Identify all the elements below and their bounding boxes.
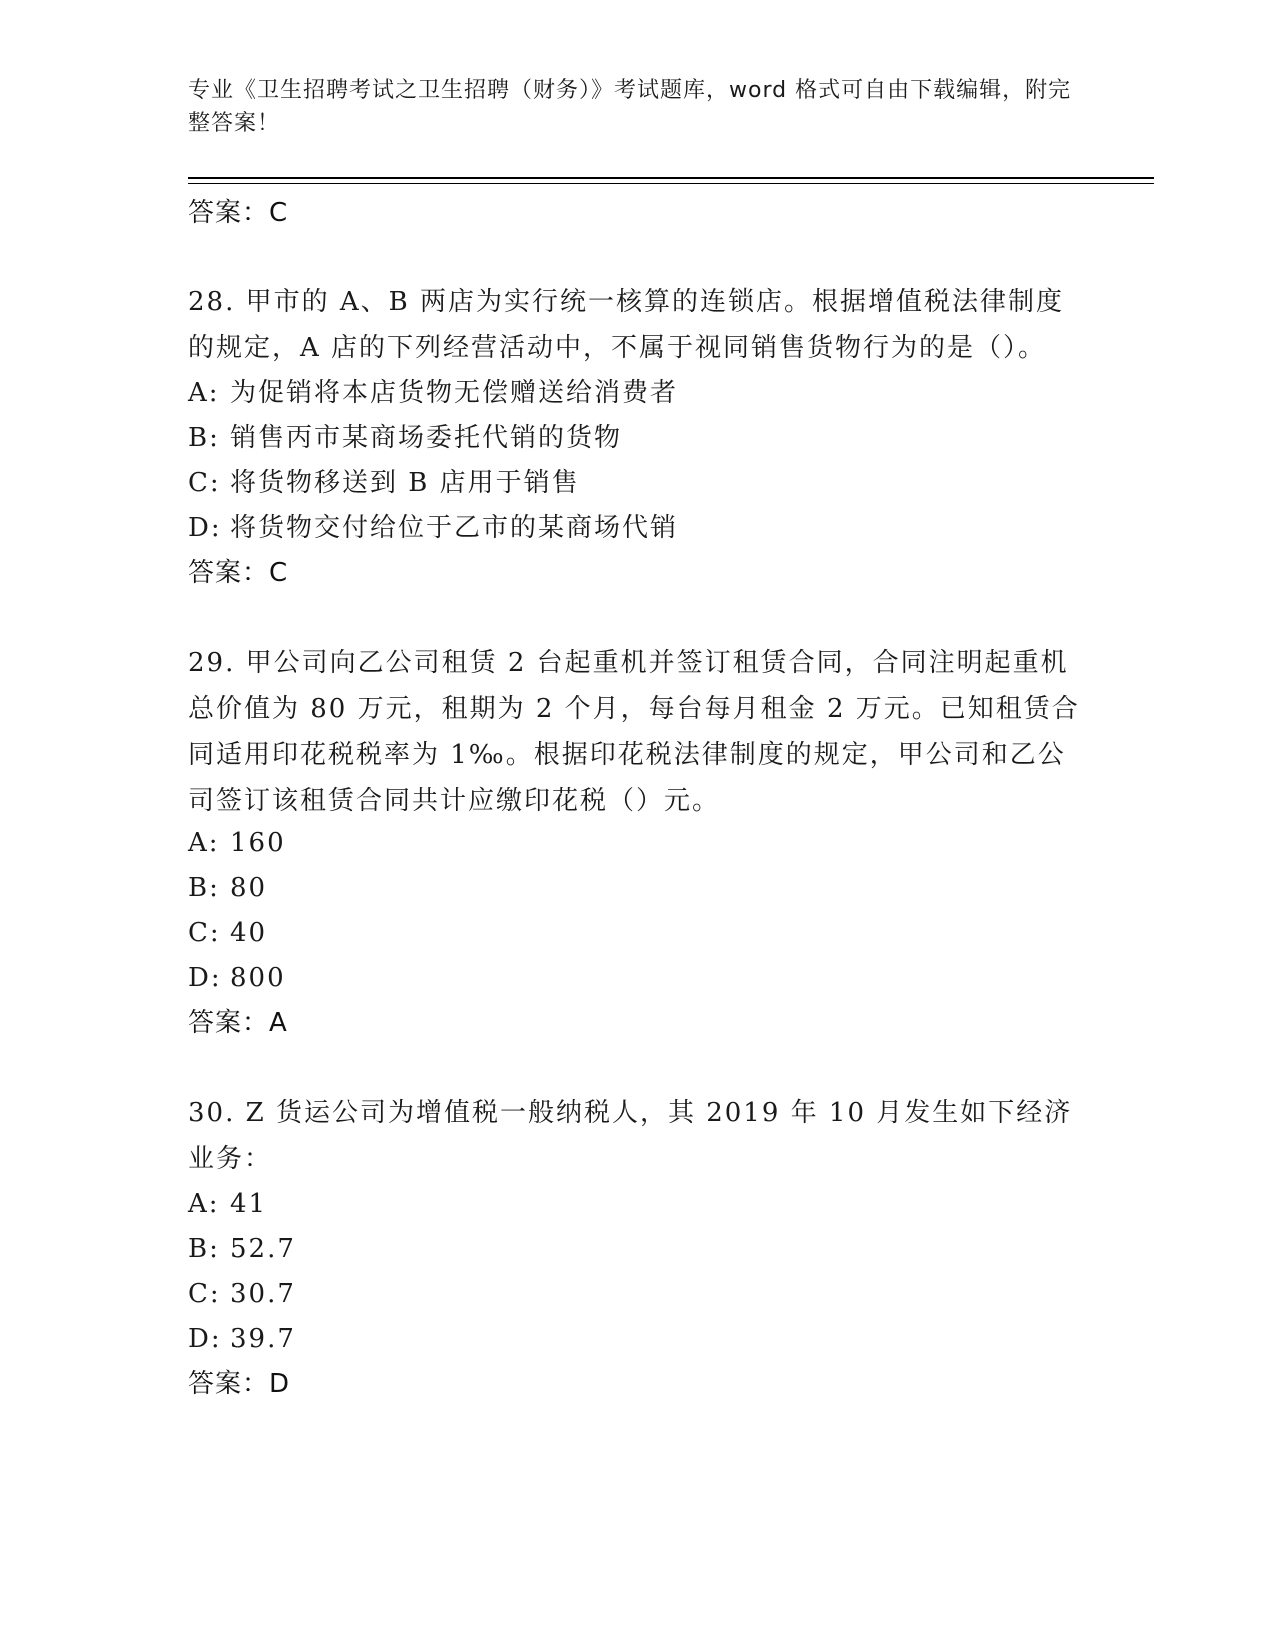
- option-text: 销售丙市某商场委托代销的货物: [230, 423, 623, 453]
- option-text: 将货物交付给位于乙市的某商场代销: [230, 513, 679, 543]
- question-30-option-a: [188, 1187, 267, 1221]
- question-30-answer: 答案：D: [188, 1369, 291, 1399]
- option-key: A:: [188, 378, 220, 408]
- answer-prev: 答案：C: [188, 198, 289, 228]
- question-29-option-c: [188, 916, 267, 950]
- option-text: 将货物移送到 B 店用于销售: [230, 468, 580, 498]
- document-header: 专业《卫生招聘考试之卫生招聘（财务）》考试题库，word 格式可自由下载编辑，附完整答案！: [188, 78, 1072, 136]
- question-28-answer: 答案：C: [188, 558, 289, 588]
- option-text: 80: [230, 873, 268, 903]
- question-28-option-c: [188, 466, 580, 500]
- question-28-stem: 28. 甲市的 A、B 两店为实行统一核算的连锁店。根据增值税法律制度的规定，A 店的下列经营活动中，不属于视同销售货物行为的是（）。: [188, 287, 1065, 363]
- header-rule-thin: [188, 183, 1154, 184]
- question-30-option-d: [188, 1322, 296, 1356]
- question-29-answer: 答案：A: [188, 1008, 288, 1038]
- option-key: A:: [188, 1189, 220, 1219]
- question-28-option-a: [188, 376, 678, 410]
- question-28-option-b: [188, 421, 622, 455]
- option-key: C:: [188, 918, 221, 948]
- question-29-stem: 29. 甲公司向乙公司租赁 2 台起重机并签订租赁合同，合同注明起重机总价值为 80 万元，租期为 2 个月，每台每月租金 2 万元。已知租赁合同适用印花税税率为 1‰。根据印花税法律制度的规定，甲公司和乙公司签订该租赁合同共计应缴印花税（）元。: [188, 648, 1080, 816]
- option-text: 800: [230, 963, 286, 993]
- option-key: B:: [188, 873, 220, 903]
- question-30-option-c: [188, 1277, 296, 1311]
- option-text: 为促销将本店货物无偿赠送给消费者: [230, 378, 679, 408]
- option-key: C:: [188, 1279, 221, 1309]
- option-text: 160: [230, 828, 286, 858]
- option-text: 41: [230, 1189, 268, 1219]
- header-rule: [188, 177, 1154, 179]
- option-key: D:: [188, 513, 222, 543]
- option-key: B:: [188, 423, 220, 453]
- question-28-option-d: [188, 511, 678, 545]
- option-text: 52.7: [230, 1234, 296, 1264]
- option-text: 30.7: [230, 1279, 296, 1309]
- option-key: D:: [188, 1324, 222, 1354]
- question-29-option-a: [188, 826, 286, 860]
- option-text: 39.7: [230, 1324, 296, 1354]
- question-29-option-b: [188, 871, 267, 905]
- option-text: 40: [230, 918, 268, 948]
- question-30-stem: 30. Z 货运公司为增值税一般纳税人，其 2019 年 10 月发生如下经济业务：: [188, 1098, 1073, 1174]
- option-key: B:: [188, 1234, 220, 1264]
- option-key: C:: [188, 468, 221, 498]
- option-key: D:: [188, 963, 222, 993]
- question-29-option-d: [188, 961, 286, 995]
- question-30-option-b: [188, 1232, 296, 1266]
- option-key: A:: [188, 828, 220, 858]
